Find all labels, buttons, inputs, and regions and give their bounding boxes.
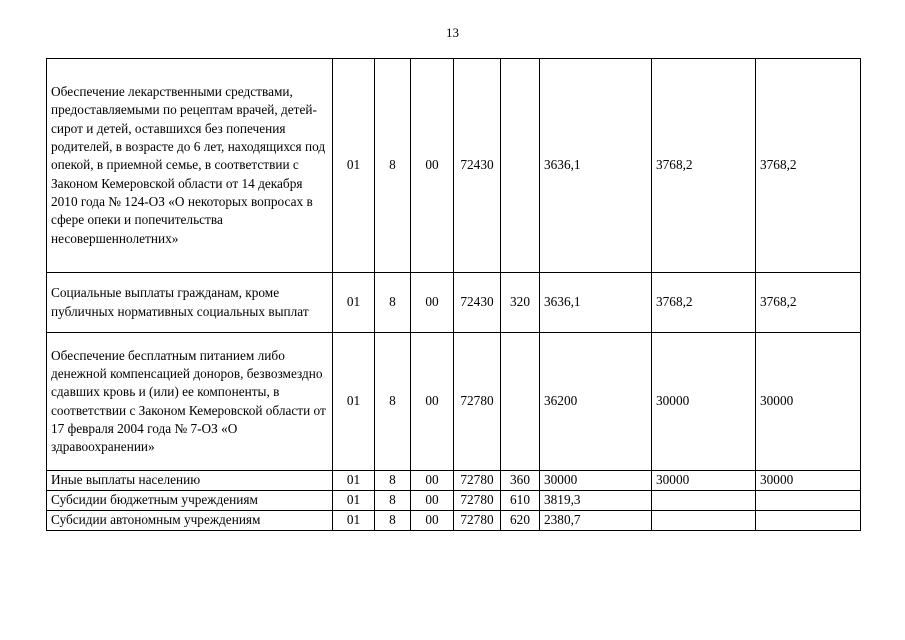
- cell-code-1: 01: [333, 333, 375, 471]
- row-name: Иные выплаты населению: [47, 471, 333, 491]
- cell-code-3: 00: [411, 273, 454, 333]
- table-row: [47, 273, 861, 333]
- cell-code-3: 00: [411, 333, 454, 471]
- cell-code-1: 01: [333, 511, 375, 531]
- cell-code-4: 72430: [454, 59, 501, 273]
- cell-code-2: 8: [375, 59, 411, 273]
- cell-code-2: 8: [375, 471, 411, 491]
- cell-value-2: 3768,2: [652, 273, 756, 333]
- table-row: [47, 333, 861, 471]
- cell-value-2: 3768,2: [652, 59, 756, 273]
- cell-value-3: [756, 511, 861, 531]
- cell-code-4: 72780: [454, 333, 501, 471]
- row-name: Обеспечение бесплатным питанием либо денежной компенсацией доноров, безвозмездно сдавших кровь и (или) ее компоненты, в соответствии с Законом Кемеровской области от 17 февраля 2004 года № 7-ОЗ «О здравоохранении»: [47, 333, 333, 471]
- cell-value-2: 30000: [652, 333, 756, 471]
- cell-code-2: 8: [375, 333, 411, 471]
- cell-value-3: 3768,2: [756, 59, 861, 273]
- table-row: [47, 491, 861, 511]
- cell-value-3: 30000: [756, 471, 861, 491]
- cell-code-3: 00: [411, 471, 454, 491]
- cell-value-1: 3819,3: [540, 491, 652, 511]
- cell-code-4: 72430: [454, 273, 501, 333]
- row-name: Субсидии автономным учреждениям: [47, 511, 333, 531]
- cell-value-3: 30000: [756, 333, 861, 471]
- cell-code-3: 00: [411, 511, 454, 531]
- table-row: [47, 471, 861, 491]
- cell-value-1: 30000: [540, 471, 652, 491]
- cell-value-1: 36200: [540, 333, 652, 471]
- table-row: [47, 511, 861, 531]
- cell-code-2: 8: [375, 273, 411, 333]
- page-number: 13: [446, 25, 459, 40]
- cell-code-2: 8: [375, 491, 411, 511]
- cell-value-1: 2380,7: [540, 511, 652, 531]
- cell-code-1: 01: [333, 491, 375, 511]
- cell-code-1: 01: [333, 471, 375, 491]
- cell-code-5: [501, 333, 540, 471]
- row-name: Социальные выплаты гражданам, кроме публичных нормативных социальных выплат: [47, 273, 333, 333]
- cell-code-4: 72780: [454, 511, 501, 531]
- cell-code-2: 8: [375, 511, 411, 531]
- cell-code-5: 360: [501, 471, 540, 491]
- cell-code-4: 72780: [454, 471, 501, 491]
- cell-code-5: 320: [501, 273, 540, 333]
- row-name: Субсидии бюджетным учреждениям: [47, 491, 333, 511]
- cell-value-3: [756, 491, 861, 511]
- cell-code-1: 01: [333, 59, 375, 273]
- cell-value-2: [652, 491, 756, 511]
- cell-code-3: 00: [411, 491, 454, 511]
- cell-code-4: 72780: [454, 491, 501, 511]
- cell-value-3: 3768,2: [756, 273, 861, 333]
- cell-value-2: [652, 511, 756, 531]
- budget-table: [46, 58, 861, 531]
- row-name: Обеспечение лекарственными средствами, предоставляемыми по рецептам врачей, детей-сирот и детей, оставшихся без попечения родителей, в возрасте до 6 лет, находящихся под опекой, в приемной семье, в соответствии с Законом Кемеровской области от 14 декабря 2010 года № 124-ОЗ «О некоторых вопросах в сфере опеки и попечительства несовершеннолетних»: [47, 59, 333, 273]
- cell-value-1: 3636,1: [540, 59, 652, 273]
- cell-value-2: 30000: [652, 471, 756, 491]
- cell-code-5: [501, 59, 540, 273]
- cell-code-5: 620: [501, 511, 540, 531]
- table-row: [47, 59, 861, 273]
- cell-code-1: 01: [333, 273, 375, 333]
- cell-code-5: 610: [501, 491, 540, 511]
- cell-value-1: 3636,1: [540, 273, 652, 333]
- cell-code-3: 00: [411, 59, 454, 273]
